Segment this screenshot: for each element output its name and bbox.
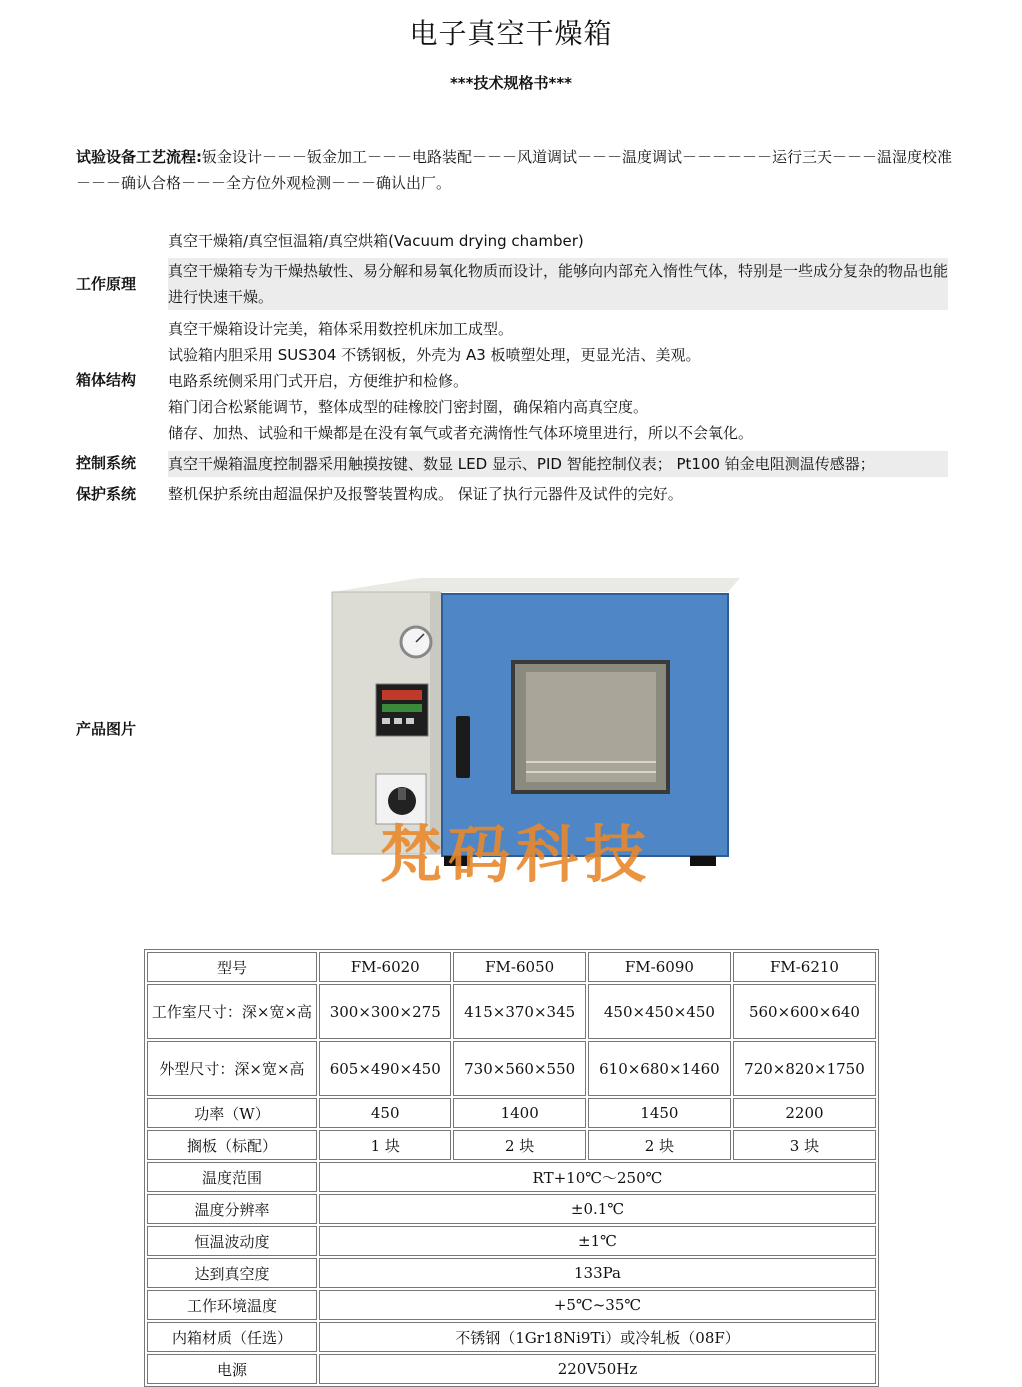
watermark-logo: 梵码科技 <box>380 818 653 888</box>
control-text: 真空干燥箱温度控制器采用触摸按键、数显 LED 显示、PID 智能控制仪表； Pt100 铂金电阻测温传感器； <box>168 451 948 477</box>
product-image <box>320 576 740 888</box>
process-text: 钣金设计－－－钣金加工－－－电路装配－－－风道调试－－－温度调试－－－－－－运行三天－－－温湿度校准－－－确认合格－－－全方位外观检测－－－确认出厂。 <box>76 148 953 192</box>
table-header-row <box>147 952 876 982</box>
table-cell: 达到真空度 <box>147 1258 317 1288</box>
table-cell: 300×300×275 <box>319 984 451 1039</box>
protection-text: 整机保护系统由超温保护及报警装置构成。 保证了执行元器件及试件的完好。 <box>168 485 683 503</box>
table-row <box>147 1226 876 1256</box>
table-cell: 560×600×640 <box>733 984 876 1039</box>
process-label: 试验设备工艺流程: <box>76 148 202 166</box>
table-cell: 功率（W） <box>147 1098 317 1128</box>
table-row <box>147 1354 876 1384</box>
table-row <box>147 1322 876 1352</box>
principle-line-2: 真空干燥箱专为干燥热敏性、易分解和易氧化物质而设计，能够向内部充入惰性气体，特别是一些成分复杂的物品也能进行快速干燥。 <box>168 258 948 310</box>
table-cell: +5℃~35℃ <box>319 1290 876 1320</box>
table-cell: 610×680×1460 <box>588 1041 731 1096</box>
table-row <box>147 1290 876 1320</box>
table-cell: 1400 <box>453 1098 585 1128</box>
table-cell: 恒温波动度 <box>147 1226 317 1256</box>
principle-label: 工作原理 <box>76 275 137 293</box>
table-cell: ±0.1℃ <box>319 1194 876 1224</box>
document-title: 电子真空干燥箱 <box>409 17 613 50</box>
structure-line: 真空干燥箱设计完美，箱体采用数控机床加工成型。 <box>168 320 514 338</box>
principle-line-1: 真空干燥箱/真空恒温箱/真空烘箱(Vacuum drying chamber) <box>168 232 584 250</box>
table-cell: 2 块 <box>588 1130 731 1160</box>
spec-table <box>144 949 879 1387</box>
table-cell: 搁板（标配） <box>147 1130 317 1160</box>
table-cell: 工作环境温度 <box>147 1290 317 1320</box>
table-cell: 730×560×550 <box>453 1041 585 1096</box>
control-label: 控制系统 <box>76 454 137 472</box>
table-row <box>147 1041 876 1096</box>
table-cell: 3 块 <box>733 1130 876 1160</box>
structure-label: 箱体结构 <box>76 371 137 389</box>
process-paragraph <box>76 144 952 196</box>
table-cell: 温度分辨率 <box>147 1194 317 1224</box>
table-cell: 720×820×1750 <box>733 1041 876 1096</box>
table-row <box>147 1194 876 1224</box>
table-cell: ±1℃ <box>319 1226 876 1256</box>
table-cell: 工作室尺寸：深×宽×高 <box>147 984 317 1039</box>
table-cell: 220V50Hz <box>319 1354 876 1384</box>
structure-line: 电路系统侧采用门式开启，方便维护和检修。 <box>168 372 469 390</box>
table-cell: 450×450×450 <box>588 984 731 1039</box>
table-cell: RT+10℃～250℃ <box>319 1162 876 1192</box>
table-cell: 2200 <box>733 1098 876 1128</box>
table-cell: 133Pa <box>319 1258 876 1288</box>
table-cell: 内箱材质（任选） <box>147 1322 317 1352</box>
table-cell: 温度范围 <box>147 1162 317 1192</box>
table-cell: 450 <box>319 1098 451 1128</box>
table-cell: 2 块 <box>453 1130 585 1160</box>
table-cell: 415×370×345 <box>453 984 585 1039</box>
table-cell: 1450 <box>588 1098 731 1128</box>
table-cell: 不锈钢（1Gr18Ni9Ti）或冷轧板（08F） <box>319 1322 876 1352</box>
table-cell: FM-6020 <box>319 952 451 982</box>
table-cell: 电源 <box>147 1354 317 1384</box>
door-handle-icon <box>456 716 470 778</box>
cabinet-top <box>332 578 740 592</box>
table-row <box>147 984 876 1039</box>
structure-line: 试验箱内胆采用 SUS304 不锈钢板，外壳为 A3 板喷塑处理，更显光洁、美观。 <box>168 346 701 364</box>
table-cell: FM-6050 <box>453 952 585 982</box>
table-cell: 605×490×450 <box>319 1041 451 1096</box>
table-cell: 外型尺寸：深×宽×高 <box>147 1041 317 1096</box>
table-row <box>147 1098 876 1128</box>
table-cell: 1 块 <box>319 1130 451 1160</box>
table-row <box>147 1162 876 1192</box>
document-subtitle: ***技术规格书*** <box>449 74 573 92</box>
cabinet-side <box>430 592 442 854</box>
protection-label: 保护系统 <box>76 485 137 503</box>
table-cell: FM-6090 <box>588 952 731 982</box>
table-cell: 型号 <box>147 952 317 982</box>
table-cell: FM-6210 <box>733 952 876 982</box>
picture-label: 产品图片 <box>76 720 137 738</box>
table-row <box>147 1130 876 1160</box>
structure-line: 储存、加热、试验和干燥都是在没有氧气或者充满惰性气体环境里进行，所以不会氧化。 <box>168 424 754 442</box>
table-row <box>147 1258 876 1288</box>
structure-line: 箱门闭合松紧能调节，整体成型的硅橡胶门密封圈，确保箱内高真空度。 <box>168 398 649 416</box>
